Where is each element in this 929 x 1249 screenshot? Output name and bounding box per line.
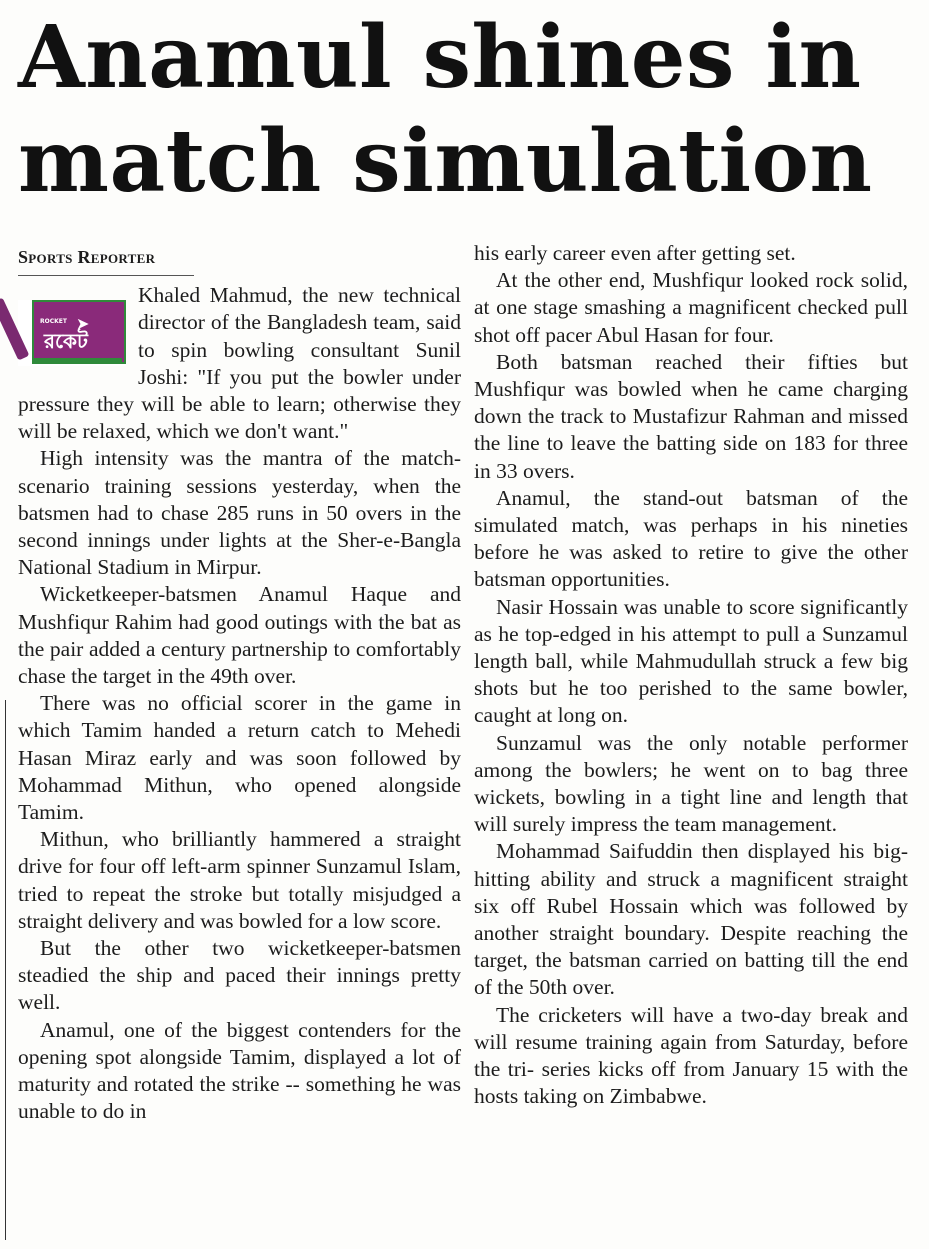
rocket-icon: ➤ bbox=[76, 314, 90, 334]
left-column bbox=[18, 240, 461, 1126]
logo-top-text: ROCKET bbox=[40, 318, 67, 326]
paragraph: The cricketers will have a two-day break and will resume training again from Saturday, before the tri- series kicks off from January 15 with the hosts taking on Zimbabwe. bbox=[474, 1002, 908, 1109]
paragraph: his early career even after getting set. bbox=[474, 241, 796, 265]
paragraph: Mohammad Saifuddin then displayed his big-hitting ability and struck a magnificent straight six off Rubel Hossain which was followed by another straight boundary. Despite reaching the target, the batsman carried on batting till the end of the 50th over. bbox=[474, 839, 908, 1000]
paragraph: Nasir Hossain was unable to score significantly as he top-edged in his attempt to pull a Sunzamul length ball, while Mahmudullah struck a few big shots but he too perished to the same bowler, caught at long on. bbox=[474, 594, 908, 728]
paragraph: High intensity was the mantra of the match-scenario training sessions yesterday, when the batsmen had to chase 285 runs in 50 overs in the second innings under lights at the Sher-e-Bangla National Stadium in Mirpur. bbox=[18, 446, 461, 580]
paragraph: Anamul, one of the biggest contenders for the opening spot alongside Tamim, displayed a lot of maturity and rotated the strike -- something he was unable to do in bbox=[18, 1017, 461, 1124]
logo-strip bbox=[34, 358, 122, 364]
paragraph: There was no official scorer in the game in which Tamim handed a return catch to Mehedi Hasan Miraz early and was soon followed by Mohammad Mithun, who opened alongside Tamim. bbox=[18, 691, 461, 825]
paragraph: Wicketkeeper-batsmen Anamul Haque and Mushfiqur Rahim had good outings with the bat as the pair added a century partnership to comfortably chase the target in the 49th over. bbox=[18, 582, 461, 689]
logo-main-text: রকেট bbox=[44, 329, 88, 354]
column-rule bbox=[5, 700, 6, 1240]
paragraph: But the other two wicketkeeper-batsmen steadied the ship and paced their innings pretty well. bbox=[18, 936, 461, 1015]
headline: Anamul shines in match simulation bbox=[18, 7, 873, 212]
right-column bbox=[474, 240, 908, 1111]
paragraph: Mithun, who brilliantly hammered a straight drive for four off left-arm spinner Sunzamul Islam, tried to repeat the stroke but totally misjudged a straight delivery and was bowled for a low score. bbox=[18, 827, 461, 933]
paragraph: Anamul, the stand-out batsman of the simulated match, was perhaps in his nineties before he was asked to retire to give the other batsman opportunities. bbox=[474, 485, 908, 592]
paragraph: At the other end, Mushfiqur looked rock solid, at one stage smashing a magnificent checked pull shot off pacer Abul Hasan for four. bbox=[474, 268, 908, 347]
paragraph: Sunzamul was the only notable performer among the bowlers; he went on to bag three wickets, bowling in a tight line and length that will surely impress the team management. bbox=[474, 730, 908, 837]
cricket-bat-icon bbox=[0, 298, 29, 361]
sponsor-logo bbox=[18, 300, 126, 366]
paragraph: Both batsman reached their fifties but Mushfiqur was bowled when he came charging down the track to Mustafizur Rahman and missed the line to leave the batting side on 183 for three in 33 overs. bbox=[474, 349, 908, 483]
paragraph: Khaled Mahmud, the new technical director of the Bangladesh team, said to spin bowling consultant Sunil Joshi: "If you put the bowler under pressure they will be able to learn; otherwise they will be relaxed, which we don't want." bbox=[18, 283, 461, 444]
byline: Sports Reporter bbox=[18, 244, 194, 276]
